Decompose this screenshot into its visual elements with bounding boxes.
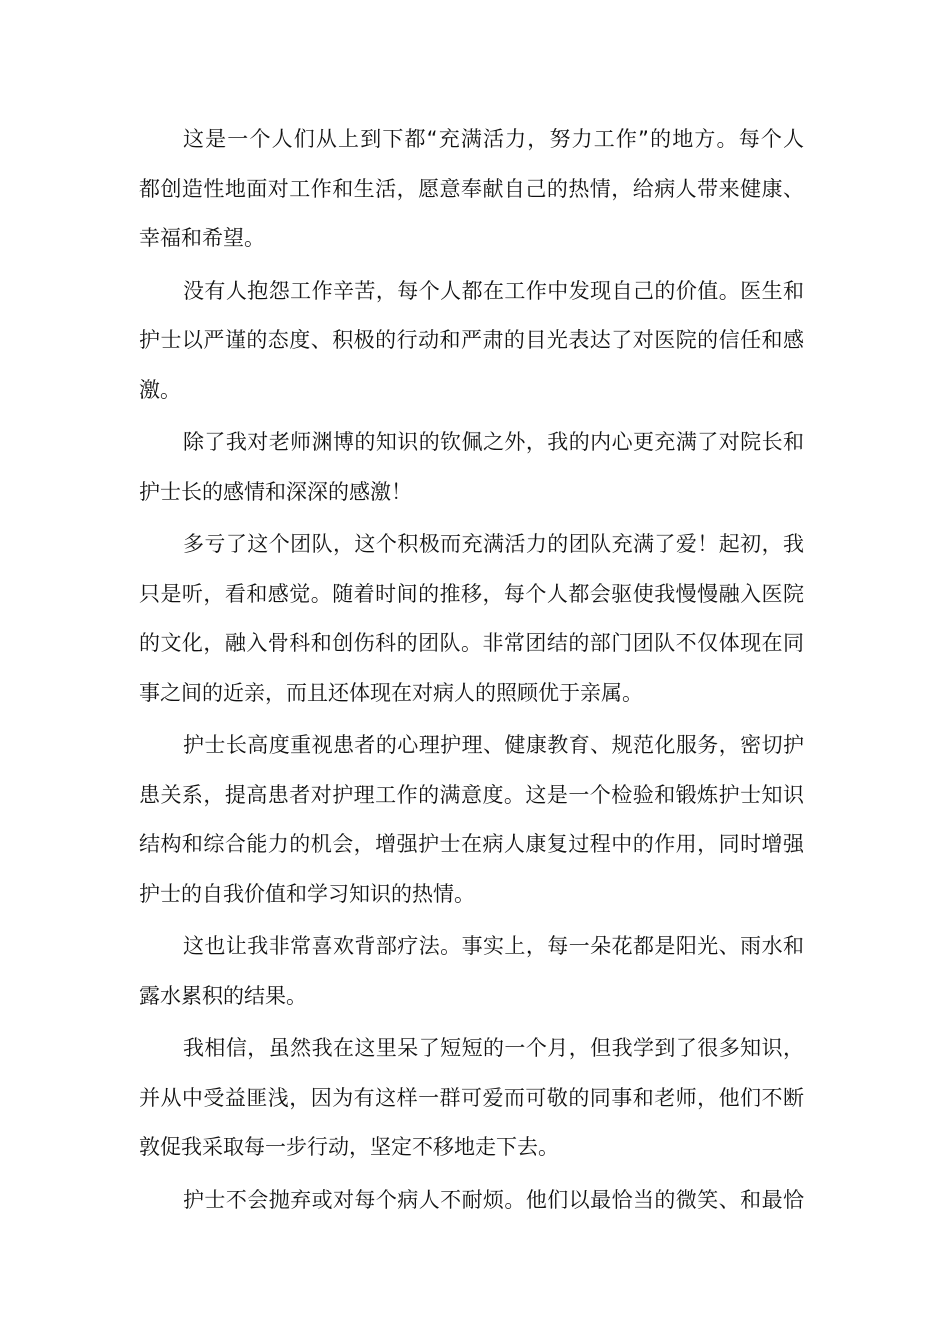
text-line: 护士长高度重视患者的心理护理、健康教育、规范化服务，密切护 <box>183 733 804 757</box>
text-line: 这是一个人们从上到下都“充满活力，努力工作”的地方。每个人 <box>183 127 804 151</box>
text-line: 的文化，融入骨科和创伤科的团队。非常团结的部门团队不仅体现在同 <box>139 631 804 655</box>
text-line: 护士的自我价值和学习知识的热情。 <box>139 881 475 906</box>
paragraph <box>139 1176 804 1226</box>
paragraph <box>139 721 804 919</box>
text-line: 护士不会抛弃或对每个病人不耐烦。他们以最恰当的微笑、和最恰 <box>183 1187 804 1212</box>
text-line: 护士以严谨的态度、积极的行动和严肃的目光表达了对医院的信任和感 <box>139 328 804 352</box>
text-line: 只是听，看和感觉。随着时间的推移，每个人都会驱使我慢慢融入医院 <box>139 581 804 606</box>
text-line: 这也让我非常喜欢背部疗法。事实上，每一朵花都是阳光、雨水和 <box>183 934 804 958</box>
paragraph <box>139 418 804 517</box>
paragraph <box>139 520 804 718</box>
text-line: 护士长的感情和深深的感激！ <box>139 479 412 504</box>
text-line: 幸福和希望。 <box>139 226 265 250</box>
text-line: 结构和综合能力的机会，增强护士在病人康复过程中的作用，同时增强 <box>139 832 804 856</box>
text-line: 都创造性地面对工作和生活，愿意奉献自己的热情，给病人带来健康、 <box>139 176 804 201</box>
text-line: 露水累积的结果。 <box>139 983 307 1008</box>
text-line: 除了我对老师渊博的知识的钦佩之外，我的内心更充满了对院长和 <box>183 430 804 454</box>
text-line: 我相信，虽然我在这里呆了短短的一个月，但我学到了很多知识， <box>183 1036 804 1060</box>
text-line: 多亏了这个团队，这个积极而充满活力的团队充满了爱！起初，我 <box>183 532 804 556</box>
paragraph <box>139 267 804 416</box>
document-body <box>139 115 804 1228</box>
text-line: 患关系，提高患者对护理工作的满意度。这是一个检验和锻炼护士知识 <box>139 782 804 807</box>
paragraph <box>139 115 804 264</box>
text-line: 激。 <box>139 377 181 402</box>
text-line: 并从中受益匪浅，因为有这样一群可爱而可敬的同事和老师，他们不断 <box>139 1085 804 1110</box>
text-line: 事之间的近亲，而且还体现在对病人的照顾优于亲属。 <box>139 680 643 705</box>
text-line: 敦促我采取每一步行动，坚定不移地走下去。 <box>139 1135 559 1159</box>
paragraph <box>139 922 804 1021</box>
paragraph <box>139 1024 804 1173</box>
text-line: 没有人抱怨工作辛苦，每个人都在工作中发现自己的价值。医生和 <box>183 278 804 303</box>
